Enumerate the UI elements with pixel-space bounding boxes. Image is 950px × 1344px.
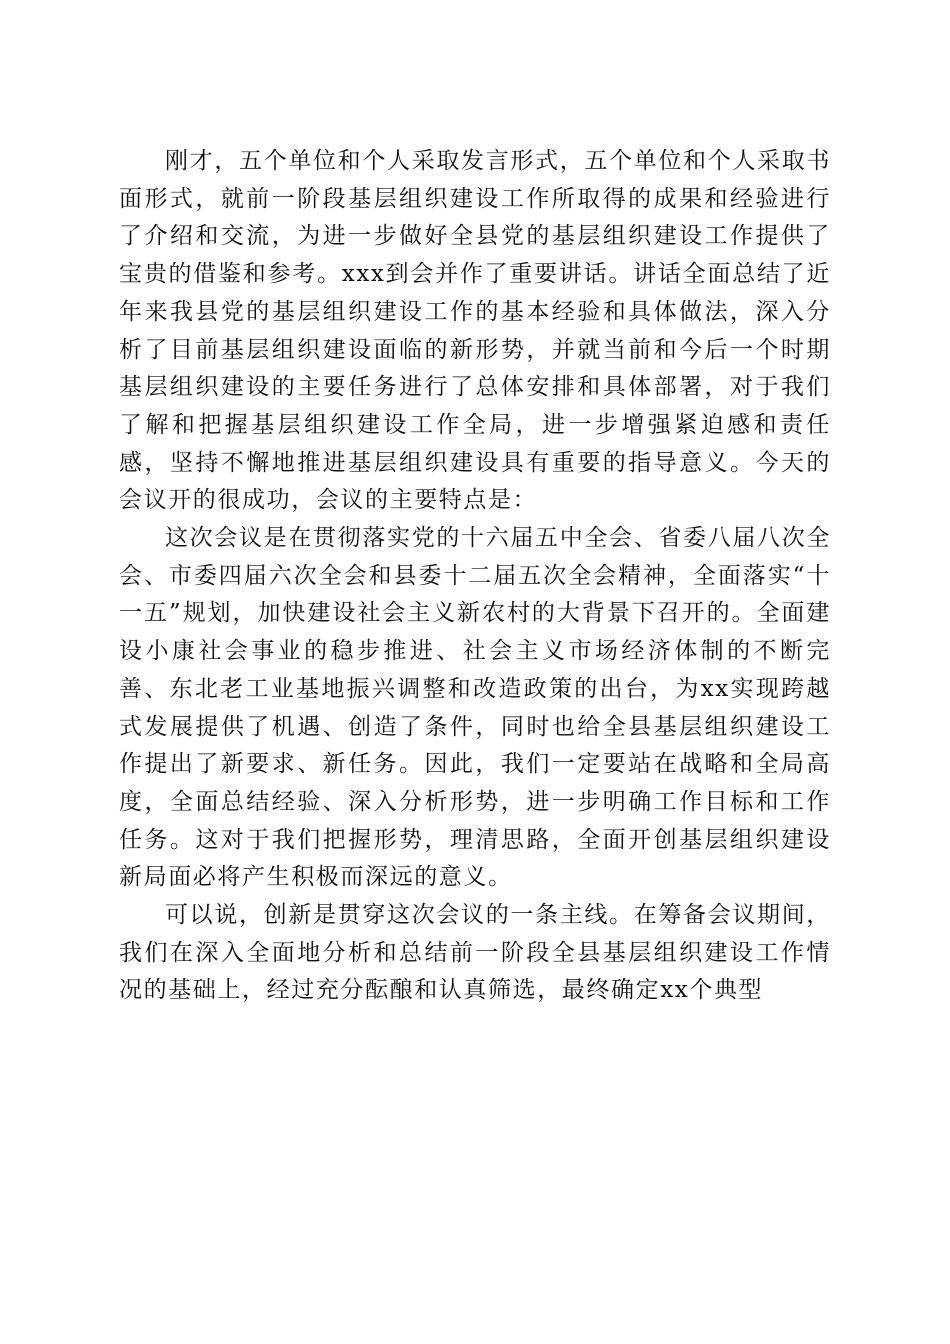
document-body [119,143,831,1010]
paragraph-1: 刚才，五个单位和个人采取发言形式，五个单位和个人采取书面形式，就前一阶段基层组织建设工作所取得的成果和经验进行了介绍和交流，为进一步做好全县党的基层组织建设工作提供了宝贵的借鉴和参考。xxx到会并作了重要讲话。讲话全面总结了近年来我县党的基层组织建设工作的基本经验和具体做法，深入分析了目前基层组织建设面临的新形势，并就当前和今后一个时期基层组织建设的主要任务进行了总体安排和具体部署，对于我们了解和把握基层组织建设工作全局，进一步增强紧迫感和责任感，坚持不懈地推进基层组织建设具有重要的指导意义。今天的会议开的很成功，会议的主要特点是： [119,148,831,514]
paragraph-3: 可以说，创新是贯穿这次会议的一条主线。在筹备会议期间，我们在深入全面地分析和总结前一阶段全县基层组织建设工作情况的基础上，经过充分酝酿和认真筛选，最终确定xx个典型 [119,902,831,1004]
paragraph-2: 这次会议是在贯彻落实党的十六届五中全会、省委八届八次全会、市委四届六次全会和县委十二届五次全会精神，全面落实“十一五”规划，加快建设社会主义新农村的大背景下召开的。全面建设小康社会事业的稳步推进、社会主义市场经济体制的不断完善、东北老工业基地振兴调整和改造政策的出台，为xx实现跨越式发展提供了机遇、创造了条件，同时也给全县基层组织建设工作提出了新要求、新任务。因此，我们一定要站在战略和全局高度，全面总结经验、深入分析形势，进一步明确工作目标和工作任务。这对于我们把握形势，理清思路，全面开创基层组织建设新局面必将产生积极而深远的意义。 [119,525,831,891]
